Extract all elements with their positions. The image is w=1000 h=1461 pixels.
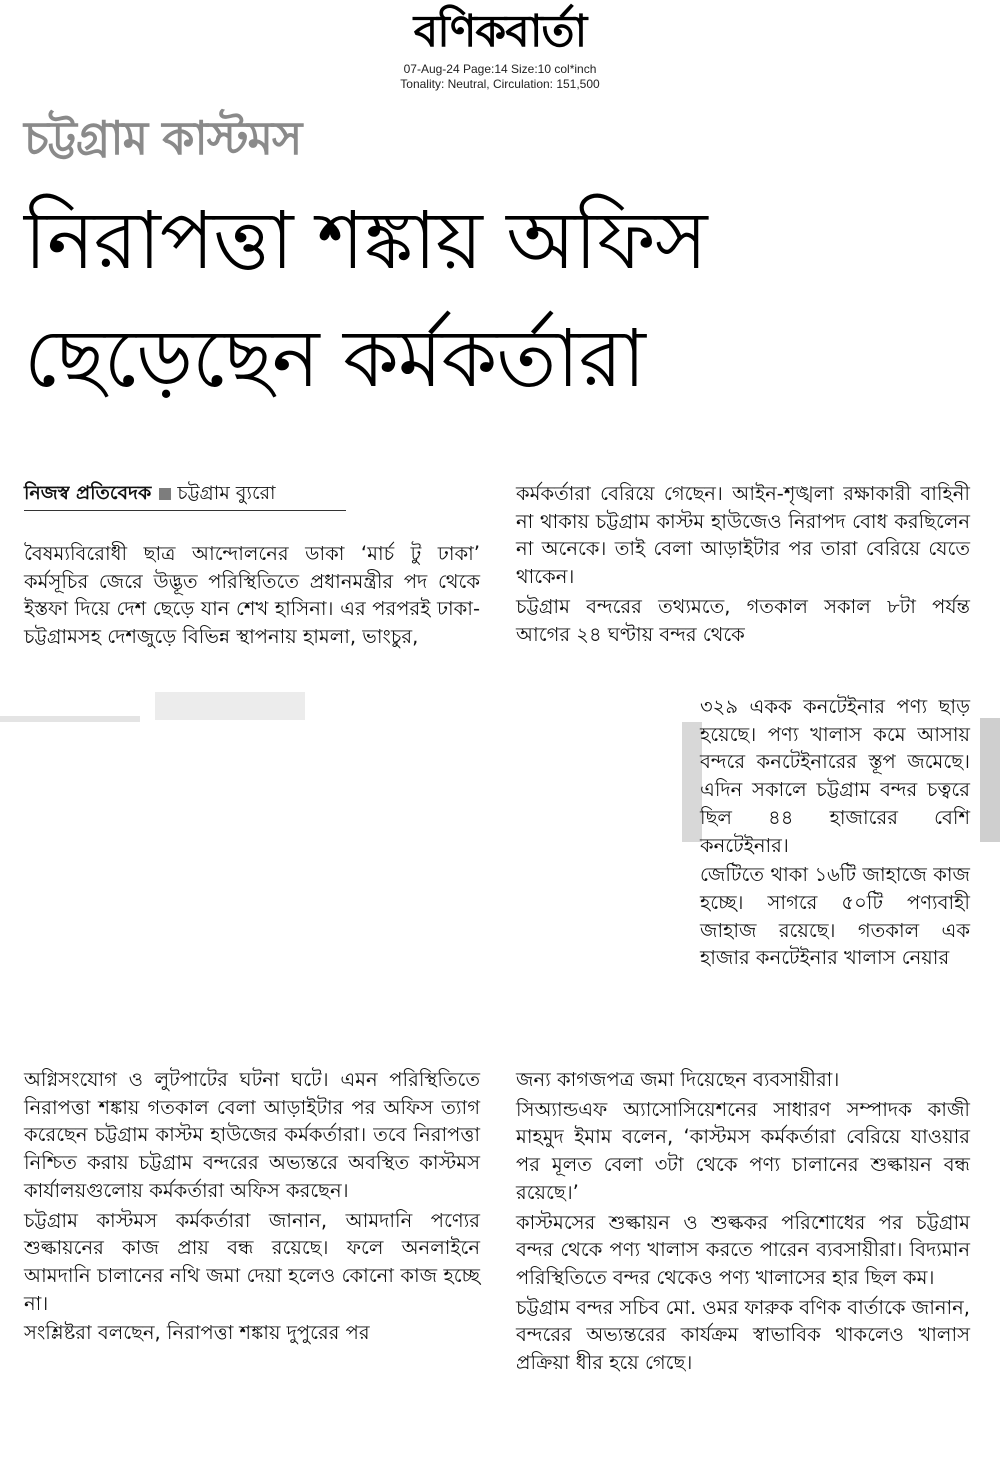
paragraph: চট্টগ্রাম কাস্টমস কর্মকর্তারা জানান, আমদানি পণ্যের শুল্কায়নের কাজ প্রায় বন্ধ রয়েছে। ফলে অনলাইনে আমদানি চালানের নথি জমা দেয়া হলেও কোনো কাজ হচ্ছে না। xyxy=(24,1208,480,1315)
paragraph: সংশ্লিষ্টরা বলছেন, নিরাপত্তা শঙ্কায় দুপুরের পর xyxy=(24,1321,370,1345)
article-column-2-middle xyxy=(700,693,970,974)
clipping-meta-line-1: 07-Aug-24 Page:14 Size:10 col*inch xyxy=(403,62,597,76)
byline xyxy=(24,476,346,511)
headline-line-1: নিরাপত্তা শঙ্কায় অফিস xyxy=(24,194,707,287)
paragraph: জন্য কাগজপত্র জমা দিয়েছেন ব্যবসায়ীরা। xyxy=(516,1068,840,1091)
paragraph: কাস্টমসের শুল্কায়ন ও শুল্ককর পরিশোধের পর চট্টগ্রাম বন্দর থেকে পণ্য খালাস করতে পারেন ব্যবসায়ীরা। বিদ্যমান পরিস্থিতিতে বন্দর থেকেও পণ্য খালাসের হার ছিল কম। xyxy=(516,1210,970,1289)
scan-artifact xyxy=(155,692,305,720)
byline-author: নিজস্ব প্রতিবেদক xyxy=(24,482,152,504)
headline xyxy=(24,182,984,418)
headline-line-2: ছেড়েছেন কর্মকর্তারা xyxy=(24,312,645,405)
paragraph: চট্টগ্রাম বন্দরের তথ্যমতে, গতকাল সকাল ৮টা পর্যন্ত আগের ২৪ ঘণ্টায় বন্দর থেকে xyxy=(516,594,970,646)
paragraph: ৩২৯ একক কনটেইনার পণ্য ছাড় হয়েছে। পণ্য খালাস কমে আসায় বন্দরে কনটেইনারের স্তূপ জমেছে। এদিন সকালে চট্টগ্রাম বন্দর চত্বরে ছিল ৪৪ হাজারের বেশি কনটেইনার। xyxy=(700,695,970,857)
byline-square-icon xyxy=(159,488,171,500)
paragraph: চট্টগ্রাম বন্দর সচিব মো. ওমর ফারুক বণিক বার্তাকে জানান, বন্দরের অভ্যন্তরের কার্যক্রম স্বাভাবিক থাকলেও খালাস প্রক্রিয়া ধীর হয়ে গেছে। xyxy=(516,1295,970,1375)
byline-bureau: চট্টগ্রাম ব্যুরো xyxy=(177,482,276,504)
scan-artifact xyxy=(0,716,140,722)
article-column-2-bottom xyxy=(516,1066,970,1379)
paragraph: কর্মকর্তারা বেরিয়ে গেছেন। আইন-শৃঙ্খলা রক্ষাকারী বাহিনী না থাকায় চট্টগ্রাম কাস্টম হাউজেও নিরাপদ বোধ করছিলেন না অনেকে। তাই বেলা আড়াইটার পর তারা বেরিয়ে যেতে থাকেন। xyxy=(516,482,970,589)
clipping-meta-line-2: Tonality: Neutral, Circulation: 151,500 xyxy=(400,77,600,91)
article-column-1-bottom xyxy=(24,1066,480,1349)
newspaper-masthead: বণিকবার্তা xyxy=(413,6,587,57)
scan-artifact xyxy=(682,722,702,842)
article-column-1-top xyxy=(24,540,480,653)
section-kicker: চট্টগ্রাম কাস্টমস xyxy=(24,111,302,165)
paragraph: সিঅ্যান্ডএফ অ্যাসোসিয়েশনের সাধারণ সম্পাদক কাজী মাহমুদ ইমাম বলেন, ‘কাস্টমস কর্মকর্তারা বেরিয়ে যাওয়ার পর মূলত বেলা ৩টা থেকে পণ্য চালানের শুল্কায়ন বন্ধ রয়েছে।’ xyxy=(516,1097,970,1204)
scan-artifact xyxy=(980,718,1000,842)
paragraph: জেটিতে থাকা ১৬টি জাহাজে কাজ হচ্ছে। সাগরে ৫০টি পণ্যবাহী জাহাজ রয়েছে। গতকাল এক হাজার কনটেইনার খালাস নেয়ার xyxy=(700,863,970,970)
paragraph: অগ্নিসংযোগ ও লুটপাটের ঘটনা ঘটে। এমন পরিস্থিতিতে নিরাপত্তা শঙ্কায় গতকাল বেলা আড়াইটার পর অফিস ত্যাগ করেছেন চট্টগ্রাম কাস্টম হাউজের কর্মকর্তারা। তবে নিরাপত্তা নিশ্চিত করায় চট্টগ্রাম বন্দরের অভ্যন্তরে অবস্থিত কাস্টমস কার্যালয়গুলোয় কর্মকর্তারা অফিস করছেন। xyxy=(24,1068,480,1202)
article-column-2-top xyxy=(516,480,970,650)
paragraph: বৈষম্যবিরোধী ছাত্র আন্দোলনের ডাকা ‘মার্চ টু ঢাকা’ কর্মসূচির জেরে উদ্ভূত পরিস্থিতিতে প্রধানমন্ত্রীর পদ থেকে ইস্তফা দিয়ে দেশ ছেড়ে যান শেখ হাসিনা। এর পরপরই ঢাকা-চট্টগ্রামসহ দেশজুড়ে বিভিন্ন স্থাপনায় হামলা, ভাংচুর, xyxy=(24,542,480,649)
blank-photo-area xyxy=(0,716,690,1056)
